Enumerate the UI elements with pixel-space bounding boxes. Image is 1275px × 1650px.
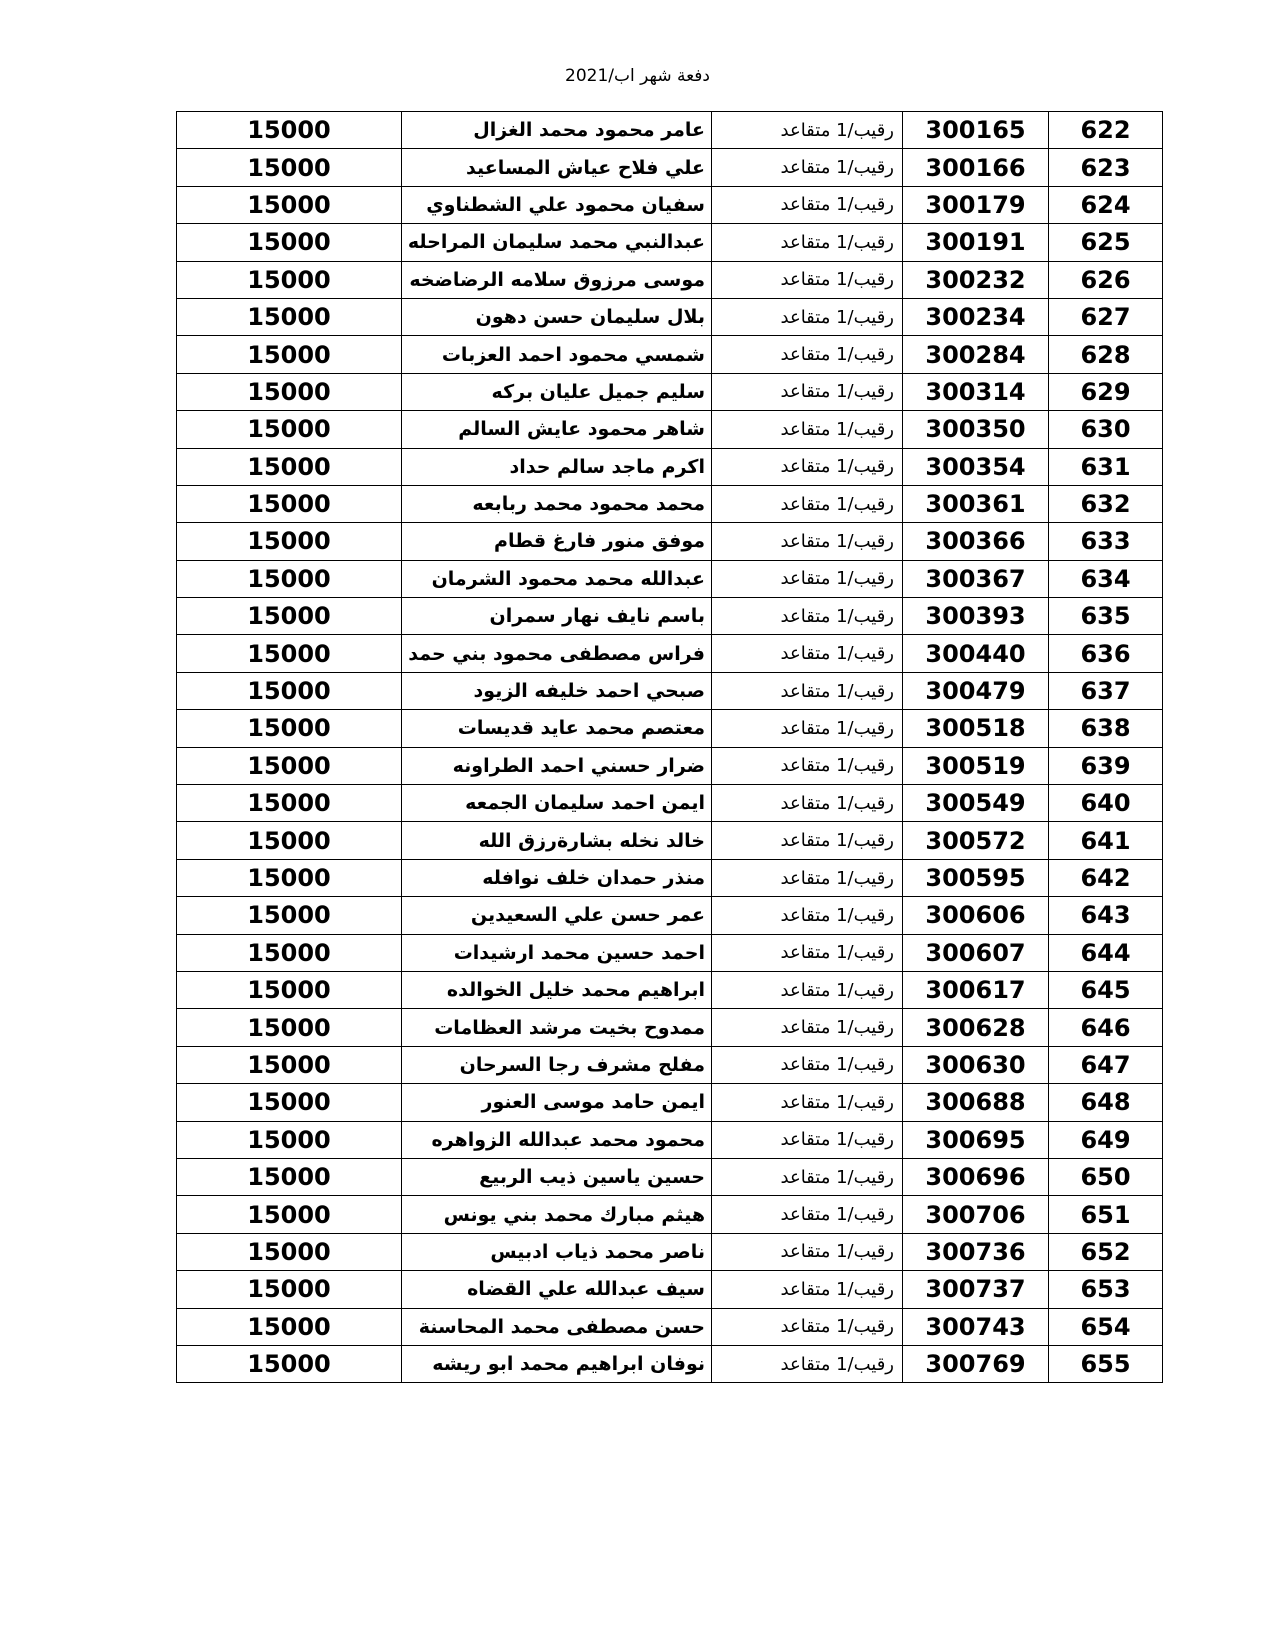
full-name-cell: هيثم مبارك محمد بني يونس [402,1196,712,1233]
amount-cell: 15000 [177,1121,402,1158]
table-row [177,373,1163,410]
rank-cell: رقيب/1 متقاعد [712,1158,903,1195]
full-name-cell: سيف عبدالله علي القضاه [402,1271,712,1308]
amount-cell: 15000 [177,859,402,896]
military-id-cell: 300234 [903,298,1049,335]
military-id-cell: 300628 [903,1009,1049,1046]
rank-cell: رقيب/1 متقاعد [712,859,903,896]
amount-cell: 15000 [177,485,402,522]
amount-cell: 15000 [177,1009,402,1046]
amount-cell: 15000 [177,336,402,373]
amount-cell: 15000 [177,934,402,971]
serial-number-cell: 642 [1049,859,1163,896]
amount-cell: 15000 [177,1196,402,1233]
table-row [177,1084,1163,1121]
amount-cell: 15000 [177,635,402,672]
full-name-cell: شمسي محمود احمد العزبات [402,336,712,373]
amount-cell: 15000 [177,224,402,261]
serial-number-cell: 651 [1049,1196,1163,1233]
rank-cell: رقيب/1 متقاعد [712,560,903,597]
full-name-cell: ناصر محمد ذياب ادبيس [402,1233,712,1270]
serial-number-cell: 626 [1049,261,1163,298]
military-id-cell: 300769 [903,1345,1049,1382]
rank-cell: رقيب/1 متقاعد [712,747,903,784]
military-id-cell: 300743 [903,1308,1049,1345]
full-name-cell: علي فلاح عياش المساعيد [402,149,712,186]
full-name-cell: ممدوح بخيت مرشد العظامات [402,1009,712,1046]
amount-cell: 15000 [177,1308,402,1345]
amount-cell: 15000 [177,897,402,934]
serial-number-cell: 641 [1049,822,1163,859]
amount-cell: 15000 [177,710,402,747]
table-row [177,859,1163,896]
full-name-cell: ايمن حامد موسى العنور [402,1084,712,1121]
full-name-cell: سفيان محمود علي الشطناوي [402,186,712,223]
military-id-cell: 300518 [903,710,1049,747]
rank-cell: رقيب/1 متقاعد [712,822,903,859]
full-name-cell: ضرار حسني احمد الطراونه [402,747,712,784]
rank-cell: رقيب/1 متقاعد [712,897,903,934]
rank-cell: رقيب/1 متقاعد [712,373,903,410]
serial-number-cell: 640 [1049,785,1163,822]
table-row [177,897,1163,934]
serial-number-cell: 635 [1049,598,1163,635]
serial-number-cell: 647 [1049,1046,1163,1083]
military-id-cell: 300350 [903,411,1049,448]
serial-number-cell: 629 [1049,373,1163,410]
amount-cell: 15000 [177,112,402,149]
serial-number-cell: 645 [1049,971,1163,1008]
amount-cell: 15000 [177,560,402,597]
full-name-cell: موفق منور فارغ قطام [402,523,712,560]
amount-cell: 15000 [177,747,402,784]
rank-cell: رقيب/1 متقاعد [712,1046,903,1083]
page-title: دفعة شهر اب/2021 [565,66,710,86]
military-id-cell: 300706 [903,1196,1049,1233]
rank-cell: رقيب/1 متقاعد [712,635,903,672]
serial-number-cell: 646 [1049,1009,1163,1046]
military-id-cell: 300314 [903,373,1049,410]
table-row [177,298,1163,335]
serial-number-cell: 627 [1049,298,1163,335]
table-row [177,149,1163,186]
full-name-cell: حسن مصطفى محمد المحاسنة [402,1308,712,1345]
rank-cell: رقيب/1 متقاعد [712,971,903,1008]
table-row [177,971,1163,1008]
rank-cell: رقيب/1 متقاعد [712,336,903,373]
full-name-cell: عبدالنبي محمد سليمان المراحله [402,224,712,261]
table-row [177,934,1163,971]
rank-cell: رقيب/1 متقاعد [712,672,903,709]
serial-number-cell: 654 [1049,1308,1163,1345]
amount-cell: 15000 [177,373,402,410]
serial-number-cell: 638 [1049,710,1163,747]
full-name-cell: بلال سليمان حسن دهون [402,298,712,335]
military-id-cell: 300606 [903,897,1049,934]
rank-cell: رقيب/1 متقاعد [712,485,903,522]
table-row [177,1345,1163,1382]
table-row [177,822,1163,859]
rank-cell: رقيب/1 متقاعد [712,710,903,747]
amount-cell: 15000 [177,785,402,822]
table-row [177,1009,1163,1046]
serial-number-cell: 636 [1049,635,1163,672]
payment-table [176,111,1163,1383]
rank-cell: رقيب/1 متقاعد [712,1233,903,1270]
amount-cell: 15000 [177,1158,402,1195]
table-row [177,1233,1163,1270]
military-id-cell: 300284 [903,336,1049,373]
serial-number-cell: 649 [1049,1121,1163,1158]
full-name-cell: عمر حسن علي السعيدين [402,897,712,934]
rank-cell: رقيب/1 متقاعد [712,112,903,149]
serial-number-cell: 622 [1049,112,1163,149]
amount-cell: 15000 [177,1345,402,1382]
table-row [177,560,1163,597]
full-name-cell: عبدالله محمد محمود الشرمان [402,560,712,597]
table-body [177,112,1163,1383]
serial-number-cell: 632 [1049,485,1163,522]
amount-cell: 15000 [177,598,402,635]
full-name-cell: ابراهيم محمد خليل الخوالده [402,971,712,1008]
amount-cell: 15000 [177,1046,402,1083]
rank-cell: رقيب/1 متقاعد [712,261,903,298]
serial-number-cell: 652 [1049,1233,1163,1270]
table-row [177,672,1163,709]
serial-number-cell: 644 [1049,934,1163,971]
military-id-cell: 300736 [903,1233,1049,1270]
military-id-cell: 300367 [903,560,1049,597]
amount-cell: 15000 [177,298,402,335]
table-row [177,186,1163,223]
serial-number-cell: 625 [1049,224,1163,261]
military-id-cell: 300688 [903,1084,1049,1121]
full-name-cell: سليم جميل عليان بركه [402,373,712,410]
full-name-cell: فراس مصطفى محمود بني حمد [402,635,712,672]
rank-cell: رقيب/1 متقاعد [712,1345,903,1382]
rank-cell: رقيب/1 متقاعد [712,523,903,560]
serial-number-cell: 639 [1049,747,1163,784]
military-id-cell: 300737 [903,1271,1049,1308]
military-id-cell: 300361 [903,485,1049,522]
rank-cell: رقيب/1 متقاعد [712,298,903,335]
table-row [177,224,1163,261]
serial-number-cell: 643 [1049,897,1163,934]
table-row [177,710,1163,747]
full-name-cell: عامر محمود محمد الغزال [402,112,712,149]
military-id-cell: 300165 [903,112,1049,149]
table-row [177,635,1163,672]
serial-number-cell: 648 [1049,1084,1163,1121]
military-id-cell: 300479 [903,672,1049,709]
table-row [177,1158,1163,1195]
military-id-cell: 300595 [903,859,1049,896]
military-id-cell: 300696 [903,1158,1049,1195]
amount-cell: 15000 [177,822,402,859]
serial-number-cell: 630 [1049,411,1163,448]
amount-cell: 15000 [177,523,402,560]
serial-number-cell: 623 [1049,149,1163,186]
serial-number-cell: 624 [1049,186,1163,223]
serial-number-cell: 650 [1049,1158,1163,1195]
amount-cell: 15000 [177,448,402,485]
serial-number-cell: 637 [1049,672,1163,709]
table-row [177,485,1163,522]
rank-cell: رقيب/1 متقاعد [712,598,903,635]
military-id-cell: 300695 [903,1121,1049,1158]
rank-cell: رقيب/1 متقاعد [712,934,903,971]
full-name-cell: خالد نخله بشارةرزق الله [402,822,712,859]
table-row [177,598,1163,635]
rank-cell: رقيب/1 متقاعد [712,1121,903,1158]
military-id-cell: 300393 [903,598,1049,635]
full-name-cell: نوفان ابراهيم محمد ابو ريشه [402,1345,712,1382]
military-id-cell: 300366 [903,523,1049,560]
military-id-cell: 300191 [903,224,1049,261]
full-name-cell: معتصم محمد عايد قديسات [402,710,712,747]
full-name-cell: منذر حمدان خلف نوافله [402,859,712,896]
rank-cell: رقيب/1 متقاعد [712,224,903,261]
full-name-cell: حسين ياسين ذيب الربيع [402,1158,712,1195]
table-row [177,1196,1163,1233]
military-id-cell: 300607 [903,934,1049,971]
rank-cell: رقيب/1 متقاعد [712,149,903,186]
full-name-cell: صبحي احمد خليفه الزيود [402,672,712,709]
rank-cell: رقيب/1 متقاعد [712,411,903,448]
serial-number-cell: 631 [1049,448,1163,485]
rank-cell: رقيب/1 متقاعد [712,1084,903,1121]
full-name-cell: باسم نايف نهار سمران [402,598,712,635]
military-id-cell: 300617 [903,971,1049,1008]
full-name-cell: شاهر محمود عايش السالم [402,411,712,448]
serial-number-cell: 634 [1049,560,1163,597]
serial-number-cell: 633 [1049,523,1163,560]
rank-cell: رقيب/1 متقاعد [712,186,903,223]
amount-cell: 15000 [177,149,402,186]
table-row [177,747,1163,784]
full-name-cell: مفلح مشرف رجا السرحان [402,1046,712,1083]
military-id-cell: 300630 [903,1046,1049,1083]
table-row [177,785,1163,822]
military-id-cell: 300354 [903,448,1049,485]
military-id-cell: 300232 [903,261,1049,298]
full-name-cell: محمود محمد عبدالله الزواهره [402,1121,712,1158]
table-row [177,112,1163,149]
amount-cell: 15000 [177,261,402,298]
amount-cell: 15000 [177,1271,402,1308]
table-row [177,1046,1163,1083]
serial-number-cell: 655 [1049,1345,1163,1382]
table-row [177,1271,1163,1308]
serial-number-cell: 628 [1049,336,1163,373]
amount-cell: 15000 [177,971,402,1008]
amount-cell: 15000 [177,411,402,448]
rank-cell: رقيب/1 متقاعد [712,1009,903,1046]
rank-cell: رقيب/1 متقاعد [712,1308,903,1345]
table-row [177,1308,1163,1345]
amount-cell: 15000 [177,1084,402,1121]
rank-cell: رقيب/1 متقاعد [712,448,903,485]
full-name-cell: ايمن احمد سليمان الجمعه [402,785,712,822]
military-id-cell: 300519 [903,747,1049,784]
serial-number-cell: 653 [1049,1271,1163,1308]
military-id-cell: 300166 [903,149,1049,186]
full-name-cell: احمد حسين محمد ارشيدات [402,934,712,971]
rank-cell: رقيب/1 متقاعد [712,1196,903,1233]
military-id-cell: 300572 [903,822,1049,859]
amount-cell: 15000 [177,1233,402,1270]
full-name-cell: موسى مرزوق سلامه الرضاضخه [402,261,712,298]
amount-cell: 15000 [177,186,402,223]
full-name-cell: محمد محمود محمد ربابعه [402,485,712,522]
table-row [177,448,1163,485]
military-id-cell: 300549 [903,785,1049,822]
rank-cell: رقيب/1 متقاعد [712,1271,903,1308]
table-row [177,523,1163,560]
table-row [177,336,1163,373]
table-row [177,261,1163,298]
table-row [177,411,1163,448]
military-id-cell: 300440 [903,635,1049,672]
amount-cell: 15000 [177,672,402,709]
full-name-cell: اكرم ماجد سالم حداد [402,448,712,485]
rank-cell: رقيب/1 متقاعد [712,785,903,822]
military-id-cell: 300179 [903,186,1049,223]
table-row [177,1121,1163,1158]
